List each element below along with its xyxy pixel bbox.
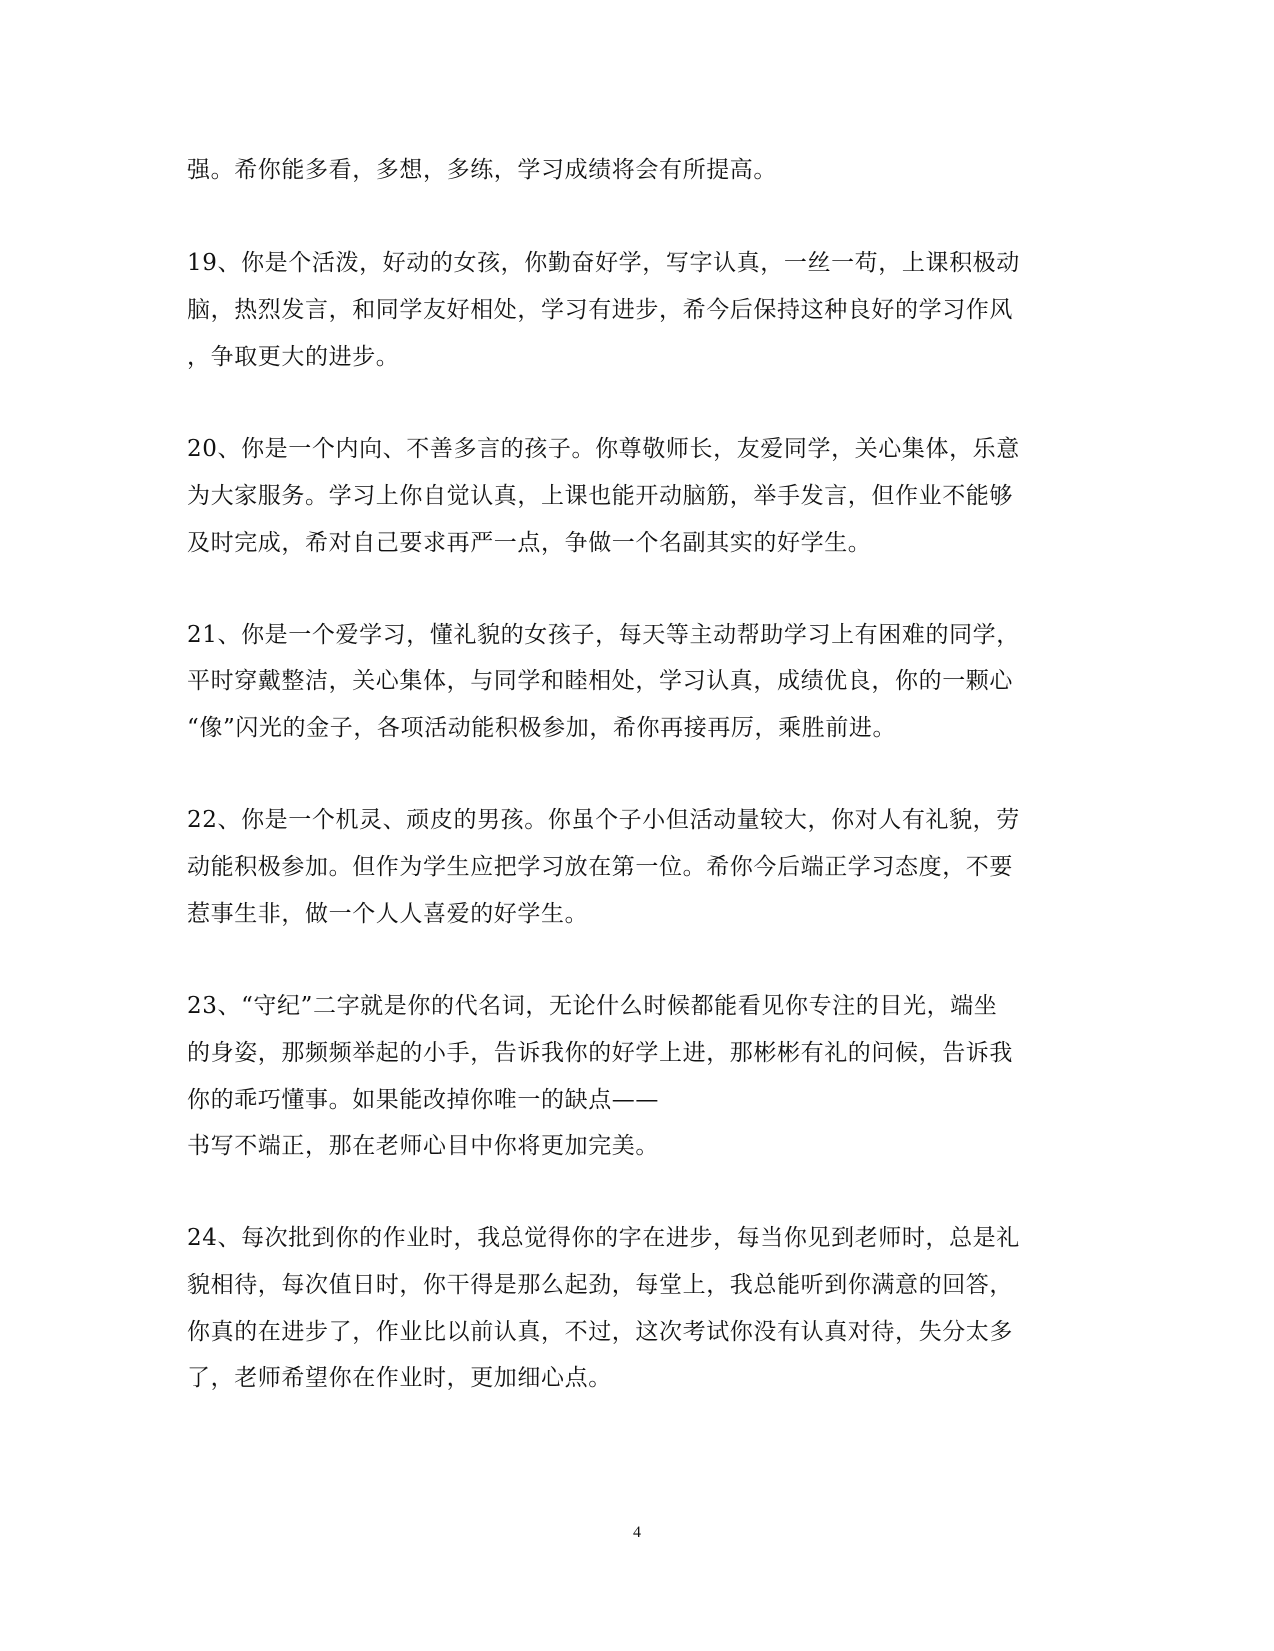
- paragraph-line: 的身姿，那频频举起的小手，告诉我你的好学上进，那彬彬有礼的问候，告诉我: [187, 1040, 1013, 1066]
- paragraph-line: 平时穿戴整洁，关心集体，与同学和睦相处，学习认真，成绩优良，你的一颗心: [187, 668, 1013, 694]
- paragraph-line: 貌相待，每次值日时，你干得是那么起劲，每堂上，我总能听到你满意的回答，: [187, 1272, 1013, 1298]
- paragraph-line: 24、每次批到你的作业时，我总觉得你的字在进步，每当你见到老师时，总是礼: [187, 1225, 1020, 1251]
- paragraph-line: 20、你是一个内向、不善多言的孩子。你尊敬师长，友爱同学，关心集体，乐意: [187, 436, 1020, 462]
- paragraph-line: 为大家服务。学习上你自觉认真，上课也能开动脑筋，举手发言，但作业不能够: [187, 483, 1013, 509]
- paragraph-line: 19、你是个活泼，好动的女孩，你勤奋好学，写字认真，一丝一苟，上课积极动: [187, 250, 1020, 276]
- paragraph-line: 了，老师希望你在作业时，更加细心点。: [187, 1365, 612, 1391]
- paragraph-line: 强。希你能多看，多想，多练，学习成绩将会有所提高。: [187, 157, 777, 183]
- paragraph-line: ，争取更大的进步。: [187, 344, 400, 370]
- paragraph-line: 惹事生非，做一个人人喜爱的好学生。: [187, 901, 589, 927]
- page-number: 4: [633, 1524, 641, 1541]
- paragraph-line: 动能积极参加。但作为学生应把学习放在第一位。希你今后端正学习态度，不要: [187, 854, 1013, 880]
- paragraph-line: 23、“守纪”二字就是你的代名词，无论什么时候都能看见你专注的目光，端坐: [187, 993, 998, 1019]
- paragraph-line: 21、你是一个爱学习，懂礼貌的女孩子，每天等主动帮助学习上有困难的同学，: [187, 622, 1020, 648]
- paragraph-line: 脑，热烈发言，和同学友好相处，学习有进步，希今后保持这种良好的学习作风: [187, 297, 1013, 323]
- paragraph-line: 你真的在进步了，作业比以前认真，不过，这次考试你没有认真对待，失分太多: [187, 1319, 1013, 1345]
- paragraph-line: “像”闪光的金子，各项活动能积极参加，希你再接再厉，乘胜前进。: [187, 715, 897, 741]
- paragraph-line: 22、你是一个机灵、顽皮的男孩。你虽个子小但活动量较大，你对人有礼貌，劳: [187, 807, 1020, 833]
- paragraph-line: 书写不端正，那在老师心目中你将更加完美。: [187, 1133, 659, 1159]
- paragraph-line: 你的乖巧懂事。如果能改掉你唯一的缺点——: [187, 1087, 659, 1113]
- paragraph-line: 及时完成，希对自己要求再严一点，争做一个名副其实的好学生。: [187, 530, 872, 556]
